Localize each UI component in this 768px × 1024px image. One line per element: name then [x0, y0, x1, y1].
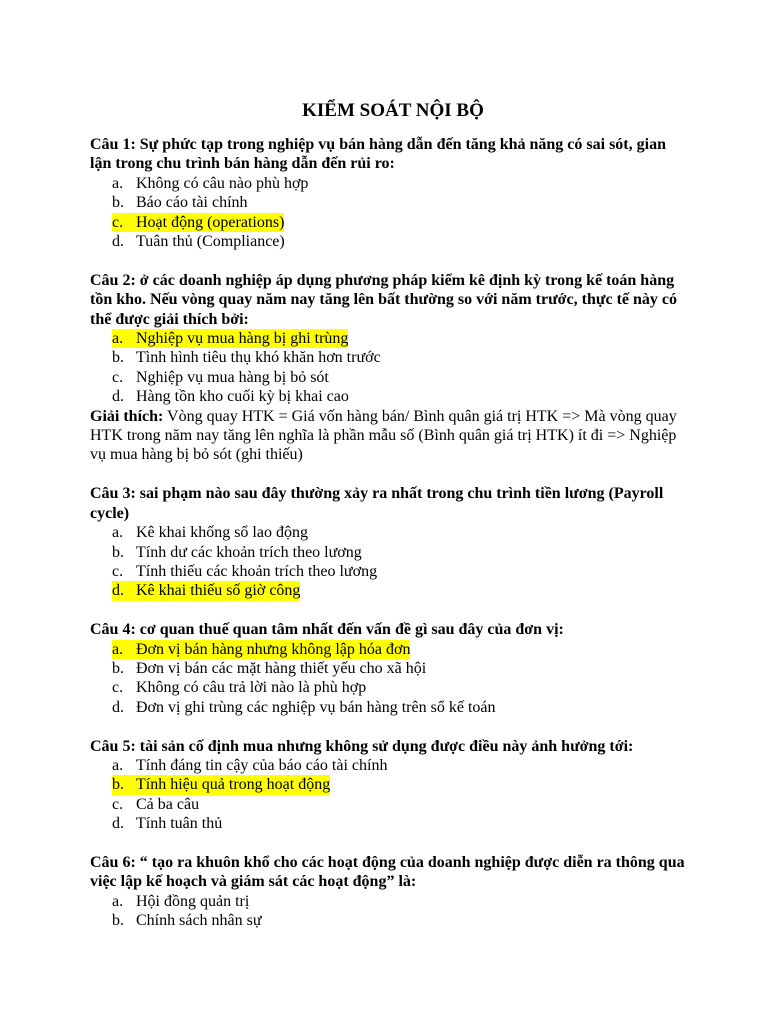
option-text: Tình hình tiêu thụ khó khăn hơn trước	[136, 349, 381, 367]
option-text: Tính hiệu quả trong hoạt động	[136, 776, 331, 794]
option-letter: b.	[112, 194, 124, 212]
option-letter: d.	[112, 233, 124, 251]
answer-option	[90, 756, 688, 775]
option-text: Tính dư các khoản trích theo lương	[136, 543, 362, 561]
option-letter: d.	[112, 698, 124, 716]
option-text: Cả ba câu	[136, 795, 200, 813]
question-list	[90, 135, 688, 931]
highlighted-answer	[112, 213, 284, 232]
option-letter: c.	[112, 368, 124, 386]
option-text: Tính tuân thủ	[136, 815, 223, 833]
option-letter: a.	[112, 524, 124, 542]
answer-option	[90, 659, 688, 678]
option-letter: c.	[112, 562, 124, 580]
option-text: Hoạt động (operations)	[136, 213, 285, 231]
question-3	[90, 484, 688, 600]
explanation-label: Giải thích:	[90, 407, 164, 425]
option-content	[112, 795, 199, 814]
page-title: KIỂM SOÁT NỘI BỘ	[302, 100, 484, 121]
option-list	[90, 640, 688, 718]
option-letter: a.	[112, 756, 124, 774]
option-content	[112, 562, 377, 581]
option-content	[112, 756, 387, 775]
option-text: Kê khai khống sổ lao động	[136, 524, 308, 542]
paragraph-gap	[90, 834, 688, 853]
question-text: Câu 3: sai phạm nào sau đây thường xảy ra nhất trong chu trình tiền lương (Payroll cycle)	[90, 485, 664, 522]
option-content	[112, 678, 366, 697]
question-text: Câu 1: Sự phức tạp trong nghiệp vụ bán hàng dẫn đến tăng khả năng có sai sót, gian lận trong chu trình bán hàng dẫn đến rủi ro:	[90, 136, 666, 173]
option-content	[112, 348, 381, 367]
highlighted-answer	[112, 581, 300, 600]
option-letter: d.	[112, 815, 124, 833]
explanation	[90, 407, 688, 465]
answer-option	[90, 814, 688, 833]
option-letter: a.	[112, 892, 124, 910]
answer-option	[90, 698, 688, 717]
option-content	[112, 174, 308, 193]
option-content	[112, 659, 426, 678]
answer-option	[90, 329, 688, 348]
option-text: Báo cáo tài chính	[136, 194, 248, 212]
option-content	[112, 387, 349, 406]
option-list	[90, 523, 688, 601]
option-letter: a.	[112, 640, 124, 658]
option-text: Kê khai thiếu số giờ công	[136, 582, 301, 600]
answer-option	[90, 543, 688, 562]
question-text: Câu 6: “ tạo ra khuôn khổ cho các hoạt động của doanh nghiệp được diễn ra thông qua việc lập kế hoạch và giám sát các hoạt động” là:	[90, 853, 685, 891]
question-text: Câu 4: cơ quan thuế quan tâm nhất đến vấn đề gì sau đây của đơn vị:	[90, 621, 564, 639]
option-text: Hội đồng quản trị	[136, 892, 250, 910]
option-text: Đơn vị bán các mặt hàng thiết yếu cho xã hội	[136, 659, 427, 677]
option-content	[112, 523, 308, 542]
question-5	[90, 737, 688, 834]
option-content	[112, 698, 495, 717]
answer-option	[90, 523, 688, 542]
answer-option	[90, 232, 688, 251]
answer-option	[90, 775, 688, 794]
answer-option	[90, 193, 688, 212]
answer-option	[90, 795, 688, 814]
answer-option	[90, 368, 688, 387]
option-content	[112, 368, 329, 387]
question-text: Câu 2: ở các doanh nghiệp áp dụng phương pháp kiểm kê định kỳ trong kế toán hàng tồn kho. Nếu vòng quay năm nay tăng lên bất thường so với năm trước, thực tế này có thể được giải thích bởi:	[90, 271, 677, 328]
option-list	[90, 329, 688, 407]
option-content	[112, 911, 262, 930]
answer-option	[90, 562, 688, 581]
option-list	[90, 892, 688, 931]
answer-option	[90, 892, 688, 911]
option-text: Không có câu trả lời nào là phù hợp	[136, 679, 367, 697]
option-text: Không có câu nào phù hợp	[136, 174, 309, 192]
paragraph-gap	[90, 601, 688, 620]
option-content	[112, 193, 248, 212]
paragraph-gap	[90, 717, 688, 736]
option-list	[90, 756, 688, 834]
option-text: Đơn vị bán hàng nhưng không lập hóa đơn	[136, 640, 411, 658]
highlighted-answer	[112, 329, 348, 348]
question-text: Câu 5: tài sản cố định mua nhưng không sử dụng được điều này ảnh hưởng tới:	[90, 737, 634, 755]
option-letter: b.	[112, 543, 124, 561]
highlighted-answer	[112, 640, 410, 659]
option-list	[90, 174, 688, 252]
question-1	[90, 135, 688, 251]
answer-option	[90, 213, 688, 232]
option-text: Nghiệp vụ mua hàng bị bỏ sót	[136, 368, 329, 386]
option-letter: a.	[112, 174, 124, 192]
option-text: Chính sách nhân sự	[136, 912, 262, 930]
answer-option	[90, 640, 688, 659]
option-text: Đơn vị ghi trùng các nghiệp vụ bán hàng trên sổ kế toán	[136, 698, 496, 716]
option-content	[112, 232, 285, 251]
option-letter: d.	[112, 388, 124, 406]
option-content	[112, 814, 222, 833]
option-letter: c.	[112, 213, 124, 231]
option-letter: b.	[112, 659, 124, 677]
highlighted-answer	[112, 775, 330, 794]
answer-option	[90, 581, 688, 600]
option-content	[112, 543, 362, 562]
answer-option	[90, 174, 688, 193]
option-text: Tuân thủ (Compliance)	[136, 233, 285, 251]
answer-option	[90, 911, 688, 930]
paragraph-gap	[90, 465, 688, 484]
answer-option	[90, 348, 688, 367]
question-2	[90, 271, 688, 465]
option-letter: c.	[112, 795, 124, 813]
option-letter: b.	[112, 349, 124, 367]
option-letter: a.	[112, 330, 124, 348]
question-6	[90, 853, 688, 931]
explanation-text: Vòng quay HTK = Giá vốn hàng bán/ Bình quân giá trị HTK => Mà vòng quay HTK trong năm nay tăng lên nghĩa là phần mẫu số (Bình quân giá trị HTK) ít đi => Nghiệp vụ mua hàng bị bỏ sót (ghi thiếu)	[90, 407, 677, 464]
answer-option	[90, 678, 688, 697]
option-letter: b.	[112, 912, 124, 930]
answer-option	[90, 387, 688, 406]
option-text: Tính đáng tin cậy của báo cáo tài chính	[136, 756, 388, 774]
paragraph-gap	[90, 251, 688, 270]
option-letter: c.	[112, 679, 124, 697]
option-text: Tính thiếu các khoản trích theo lương	[136, 562, 378, 580]
option-content	[112, 892, 249, 911]
option-letter: d.	[112, 582, 124, 600]
question-4	[90, 620, 688, 717]
option-text: Hàng tồn kho cuối kỳ bị khai cao	[136, 388, 349, 406]
option-text: Nghiệp vụ mua hàng bị ghi trùng	[136, 330, 349, 348]
option-letter: b.	[112, 776, 124, 794]
